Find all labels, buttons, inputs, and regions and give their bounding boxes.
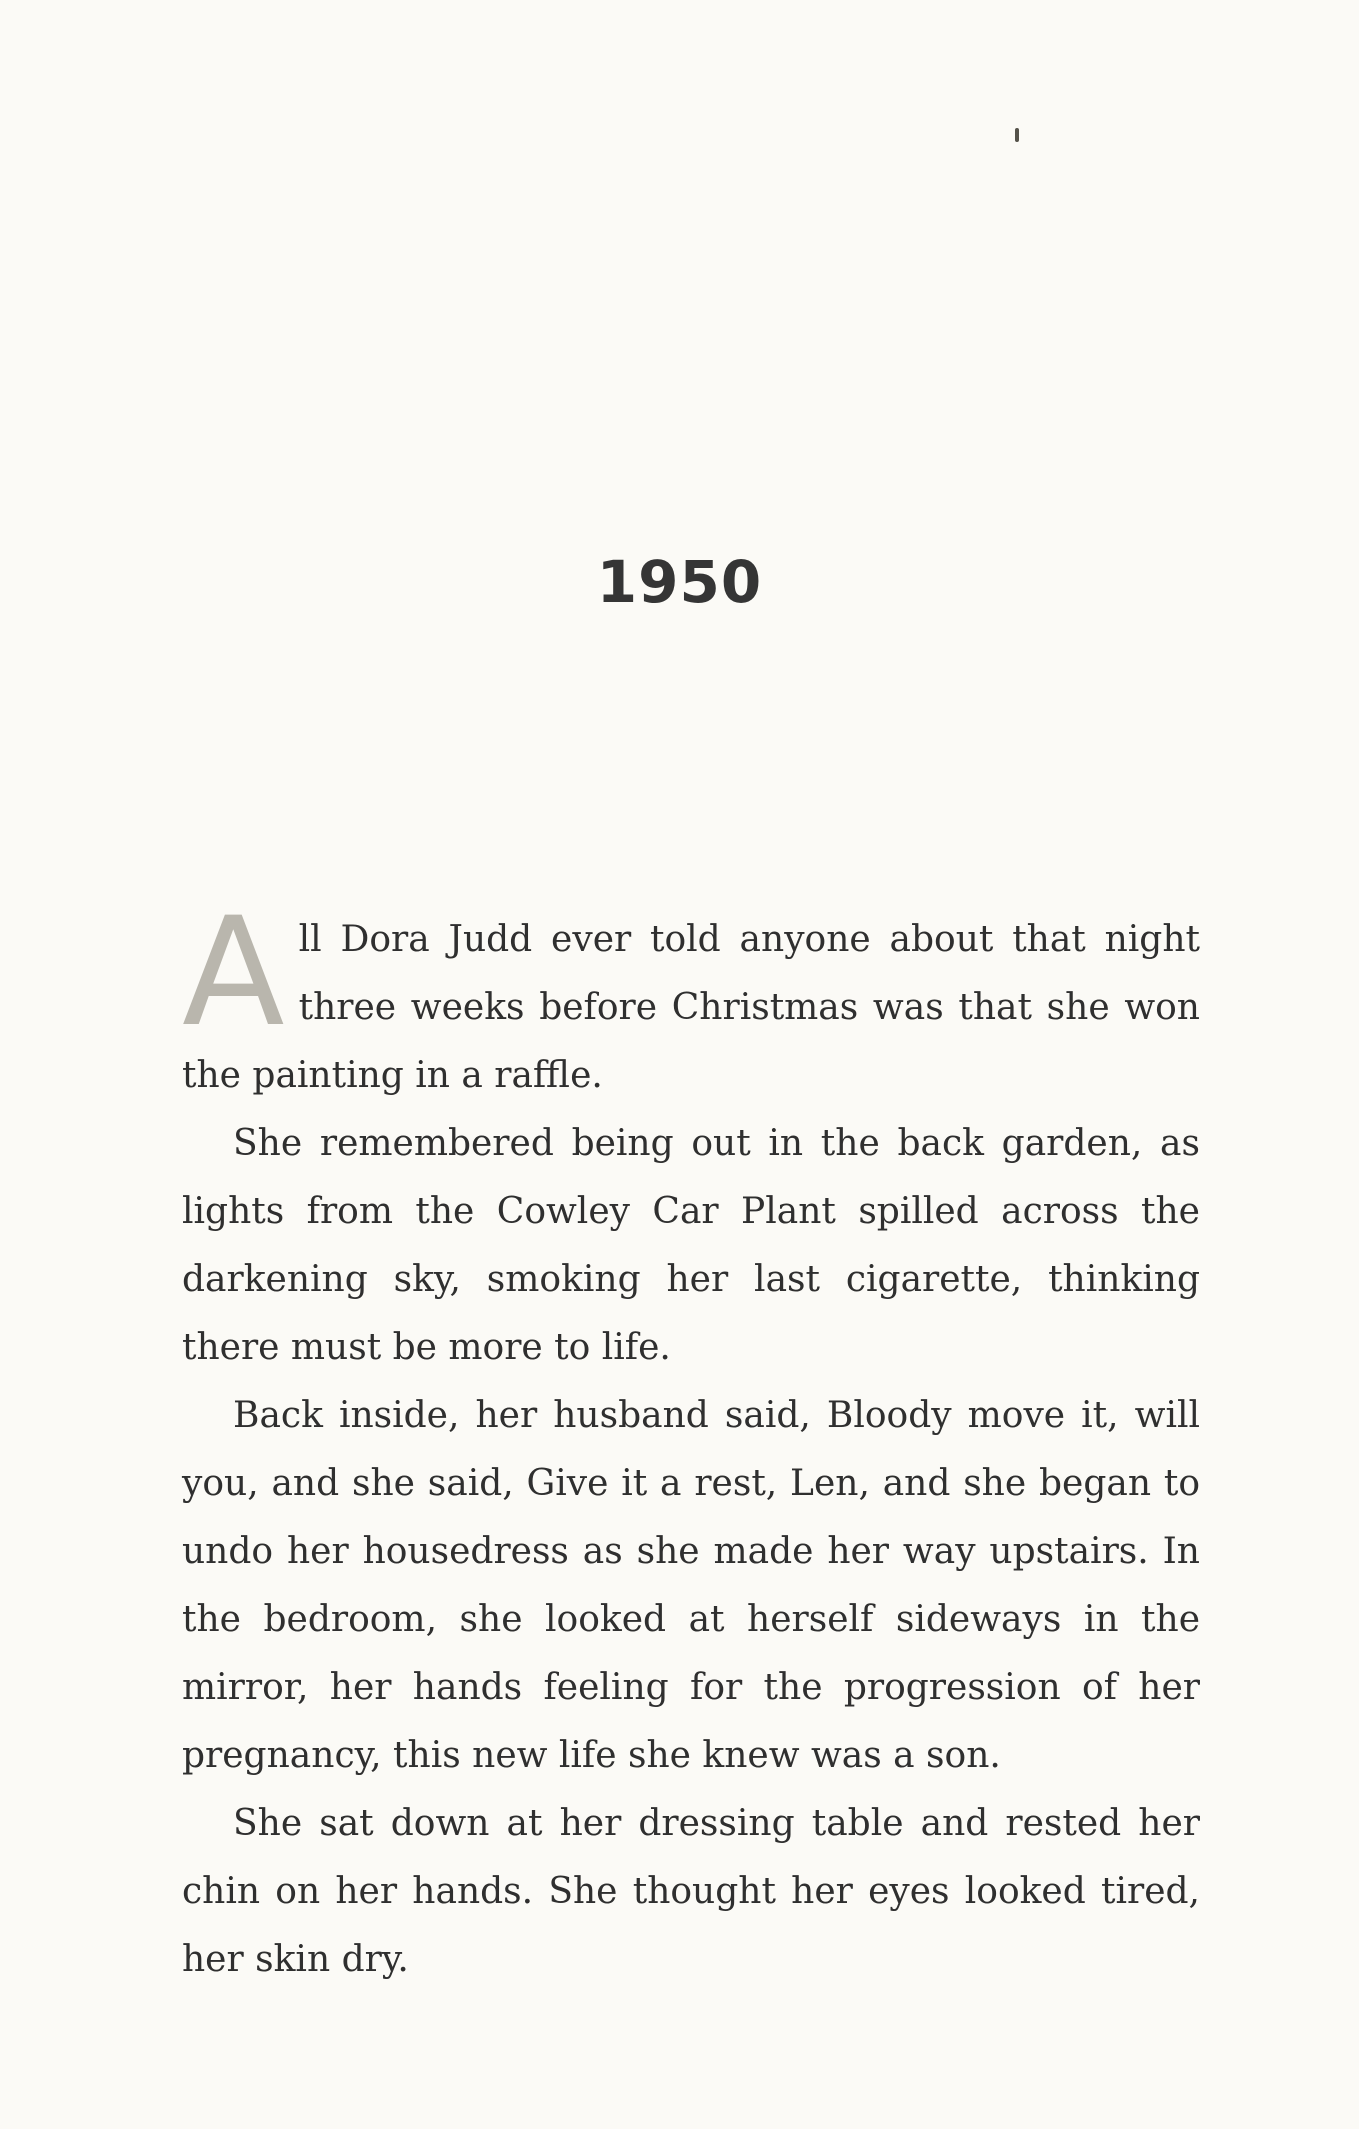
paragraph-1	[182, 886, 1200, 1110]
scan-speck	[1015, 128, 1019, 142]
paragraph-1-text: ll Dora Judd ever told anyone about that night three weeks before Christmas was that she won the painting in a raffle.	[182, 919, 1200, 1096]
chapter-body	[182, 886, 1200, 1994]
paragraph-4: She sat down at her dressing table and rested her chin on her hands. She thought her eyes looked tired, her skin dry.	[182, 1803, 1200, 1980]
drop-cap: A	[182, 886, 285, 1060]
chapter-title: 1950	[596, 548, 763, 616]
paragraph-3: Back inside, her husband said, Bloody move it, will you, and she said, Give it a rest, Len, and she began to undo her housedress as she made her way upstairs. In the bedroom, she looked at herself sideways in the mirror, her hands feeling for the progression of her pregnancy, this new life she knew was a son.	[182, 1395, 1200, 1776]
paragraph-2: She remembered being out in the back garden, as lights from the Cowley Car Plant spilled across the darkening sky, smoking her last cigarette, thinking there must be more to life.	[182, 1123, 1200, 1368]
